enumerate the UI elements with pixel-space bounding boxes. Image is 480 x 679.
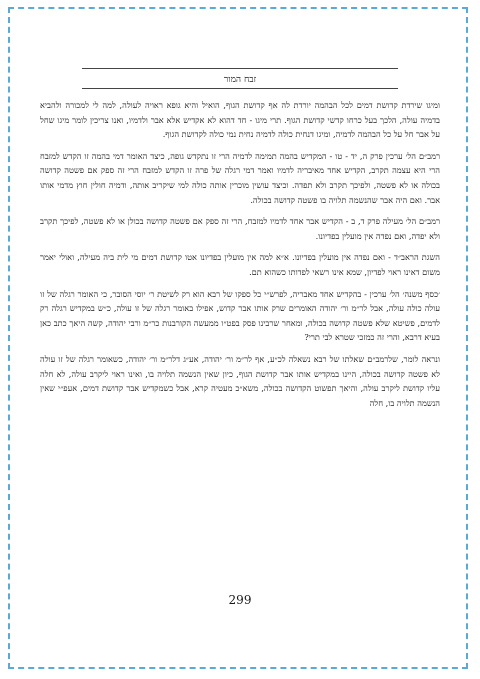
paragraph: ומיגו שירדת קדושת דמים לכל הבהמה יורדת לה אף קדושת הגוף, הואיל והיא גופא ראויה לעולה, למה לי למכורה ולהביא בדמיה עולה, הלכך בעל כרחו קדשי קדושת הגוף. תרי מיגו - חד דהוא לא אקדיש אלא אבר ולדמיו, ואנו צריכין לומר מיגו שחל על אבר חל על כל הבהמה לדמיה, ומיגו דנחית כולה לדמיה נחית נמי כולה לקדושת הגוף.	[40, 100, 440, 140]
page-number: 299	[228, 593, 252, 607]
header-rule-bottom	[82, 88, 398, 89]
paragraph: רמב״ם הל׳ מעילה פרק ד, ב - הקדיש אבר אחד לדמיו למזבח, הרי זה ספק אם פשטה קדושה בכולן או לא פשטה, לפיכך תקרב ולא יפדה, ואם נפדה אין מועלין בפדיונו.	[40, 216, 440, 241]
paragraph: רמב״ם הל׳ ערכין פרק ה, יד - טו - המקדיש בהמה תמימה לדמיה הרי זו נתקדש גופה, כיצד האומר דמי בהמה זו הקדש למזבח הרי היא עצמה תקרב, הקדיש אחד מאיבריה לדמיו ואמר דמי רגלה של פרה זו הקדש למזבח הרי זה ספק אם פשטה קדושה בכולה או לא פשטה, ולפיכך תקרב ולא תפדה. וכיצד עושין מוכרין אותה כולה למי שיקריב אותה, ודמיה חולין חוץ מדמי אותו אבר. ואם היה אבר שהנשמה תלויה בו פשטה קדושה בכולה.	[40, 150, 440, 205]
header-rule-top	[82, 68, 398, 69]
paragraph: השגת הראב״ד - ואם נפדה אין מועלין בפדיונו. א״א למה אין מועלין בפדיונו אטו קדושת דמים מי לית ביה מעילה, ואולי יאמר משום דאינו ראוי לפדיון, שמא אינו רשאי לפדותו כשהוא תם.	[40, 252, 440, 277]
body-text	[40, 98, 440, 417]
paragraph: ׳כסף משנה׳ הל׳ ערכין - בהקדיש אחד מאבריה, לפרש״י כל ספקו של רבא הוא רק לשיטת ר׳ יוסי הסובר, כי האומר רגלה של זו עולה כולה עולה, אבל לר״מ ור׳ יהודה האומרים שרק אותו אבר קדוש, אפילו באומר רגלה של זו עולה, כ״ש במקדיש רגלה רק לדמים, פשיטא שלא פשטה קדושה בכולה, ומאחר שרבינו פסק בפט״ו ממעשה הקורבנות כר״מ ורבי יהודה, קשה היאך כתב כאן בעיא דרבא, והרי זה כמזכי שטרא לבי תרי?	[40, 288, 440, 343]
paragraph: ונראה לומר, שלרמב״ם שאלתו של רבא נשאלה לכ״ע, אף לר״מ ור׳ יהודה, אע״ג דלר״מ ור׳ יהודה, כשאומר רגלה של זו עולה לא פשטה קדושה בכולה, היינו במקדיש אותו אבר קדושת הגוף, כיון שאין הנשמה תלויה בו, ואינו ראוי ליקרב עולה, לא חלה עליו קדושת ליקרב עולה, והיאך תפשוט הקדושה בכולה, משא״כ מעטיה קרא, אבל כשמקדיש אבר קדושת דמים, אעפ״י שאין הנשמה תלויה בו, חלה	[40, 353, 440, 408]
running-header: זבח המור	[223, 75, 257, 85]
